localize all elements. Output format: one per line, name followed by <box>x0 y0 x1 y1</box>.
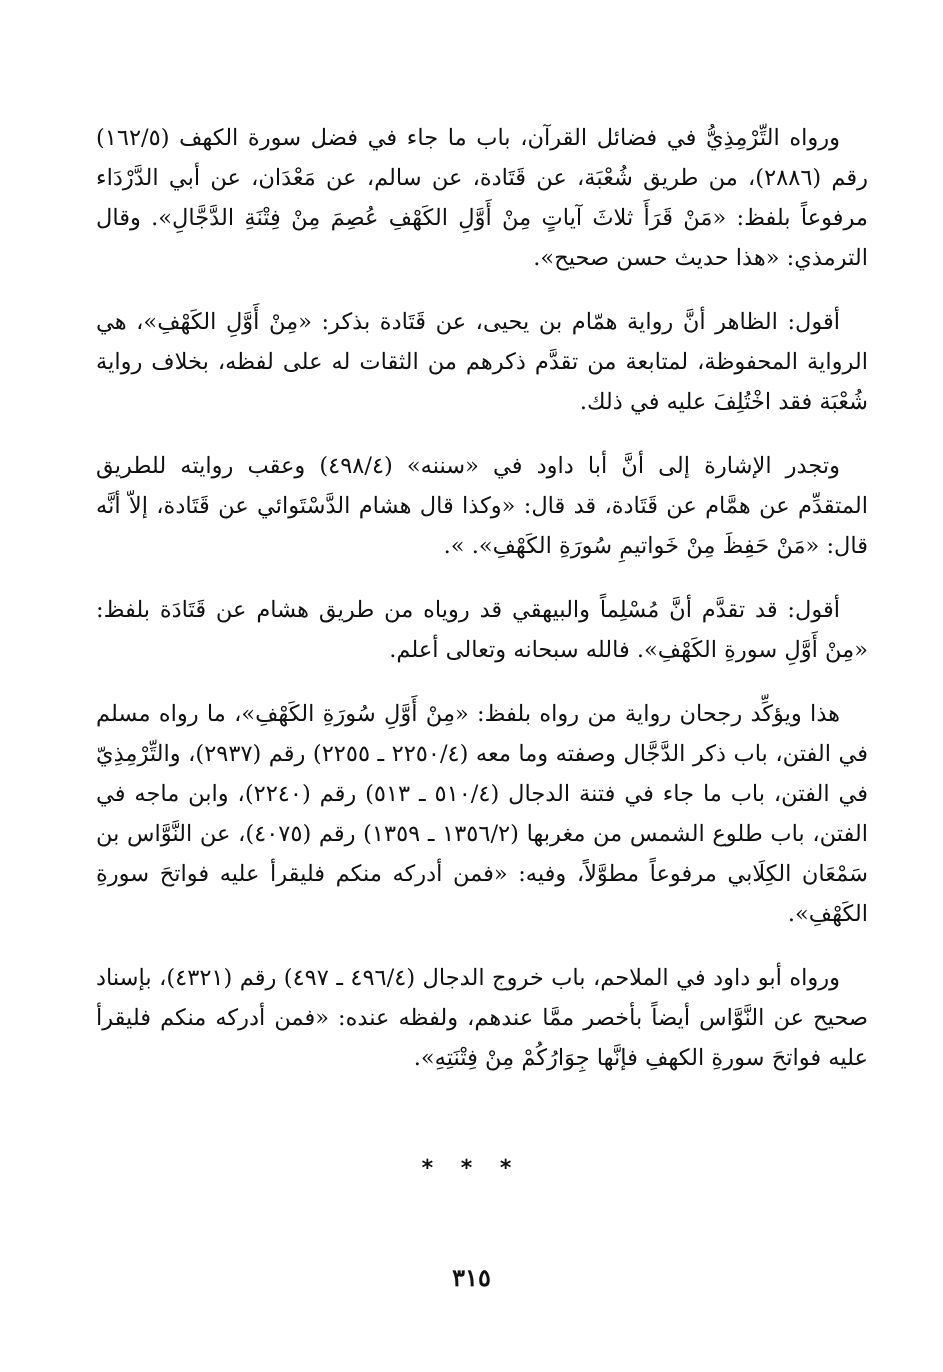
page-number: ٣١٥ <box>452 1263 491 1292</box>
paragraph-hammam-comment: أقول: الظاهر أنَّ رواية همّام بن يحيى، عن قَتَادة بذكر: «مِنْ أَوَّلِ الكَهْفِ»، هي الرواية المحفوظة، لمتابعة من تقدَّم ذكرهم من الثقات له على لفظه، بخلاف رواية شُعْبَة فقد اخْتُلِفَ عليه في ذلك. <box>96 309 868 415</box>
paragraph-abu-dawud-note: وتجدر الإشارة إلى أنَّ أبا داود في «سننه» (٤٩٨/٤) وعقب روايته للطريق المتقدِّم عن همَّام عن قَتَادة، قد قال: «وكذا قال هشام الدَّسْتَوائي عن قَتَادة، إلاّ أنَّه قال: «مَنْ حَفِظَ مِنْ خَواتيمِ سُورَةِ الكَهْفِ». ». <box>96 453 868 559</box>
paragraph-nawwas-hadith: هذا ويؤكِّد رجحان رواية من رواه بلفظ: «مِنْ أَوَّلِ سُورَةِ الكَهْفِ»، ما رواه مسلم في الفتن، باب ذكر الدَّجَّال وصفته وما معه (٢٢٥٠/٤ ـ ٢٢٥٥) رقم (٢٩٣٧)، والتِّرْمِذِيّ في الفتن، باب ما جاء في فتنة الدجال (٥١٠/٤ ـ ٥١٣) رقم (٢٢٤٠)، وابن ماجه في الفتن، باب طلوع الشمس من مغربها (١٣٥٦/٢ ـ ١٣٥٩) رقم (٤٠٧٥)، عن النَّوَّاس بن سَمْعَان الكِلَابي مرفوعاً مطوَّلاً، وفيه: «فمن أدركه منكم فليقرأ عليه فواتحَ سورةِ الكَهْفِ». <box>96 701 868 927</box>
paragraph-abu-dawud-malahim: ورواه أبو داود في الملاحم، باب خروج الدجال (٤٩٦/٤ ـ ٤٩٧) رقم (٤٣٢١)، بإسناد صحيح عن النَّوَّاس أيضاً بأخصر ممَّا عندهم، ولفظه عنده: «فمن أدركه منكم فليقرأ عليه فواتحَ سورةِ الكهفِ فإنَّها جِوَارُكُمْ مِنْ فِتْنَتِهِ». <box>96 965 868 1071</box>
paragraph-muslim-bayhaqi-comment: أقول: قد تقدَّم أنَّ مُسْلِماً والبيهقي قد روياه من طريق هشام عن قَتَادَة بلفظ: «مِنْ أَوَّلِ سورةِ الكَهْفِ». فالله سبحانه وتعالى أعلم. <box>96 597 868 663</box>
page-body <box>96 118 868 1102</box>
paragraph-tirmidhi-narration: ورواه التِّرْمِذِيُّ في فضائل القرآن، باب ما جاء في فضل سورة الكهف (١٦٢/٥) رقم (٢٨٨٦)، من طريق شُعْبَة، عن قَتَادة، عن سالم، عن مَعْدَان، عن أبي الدَّرْدَاء مرفوعاً بلفظ: «مَنْ قَرَأَ ثلاثَ آياتٍ مِنْ أَوَّلِ الكَهْفِ عُصِمَ مِنْ فِتْنَةِ الدَّجَّالِ». وقال الترمذي: «هذا حديث حسن صحيح». <box>96 125 868 271</box>
section-separator: * * * <box>421 1156 522 1181</box>
